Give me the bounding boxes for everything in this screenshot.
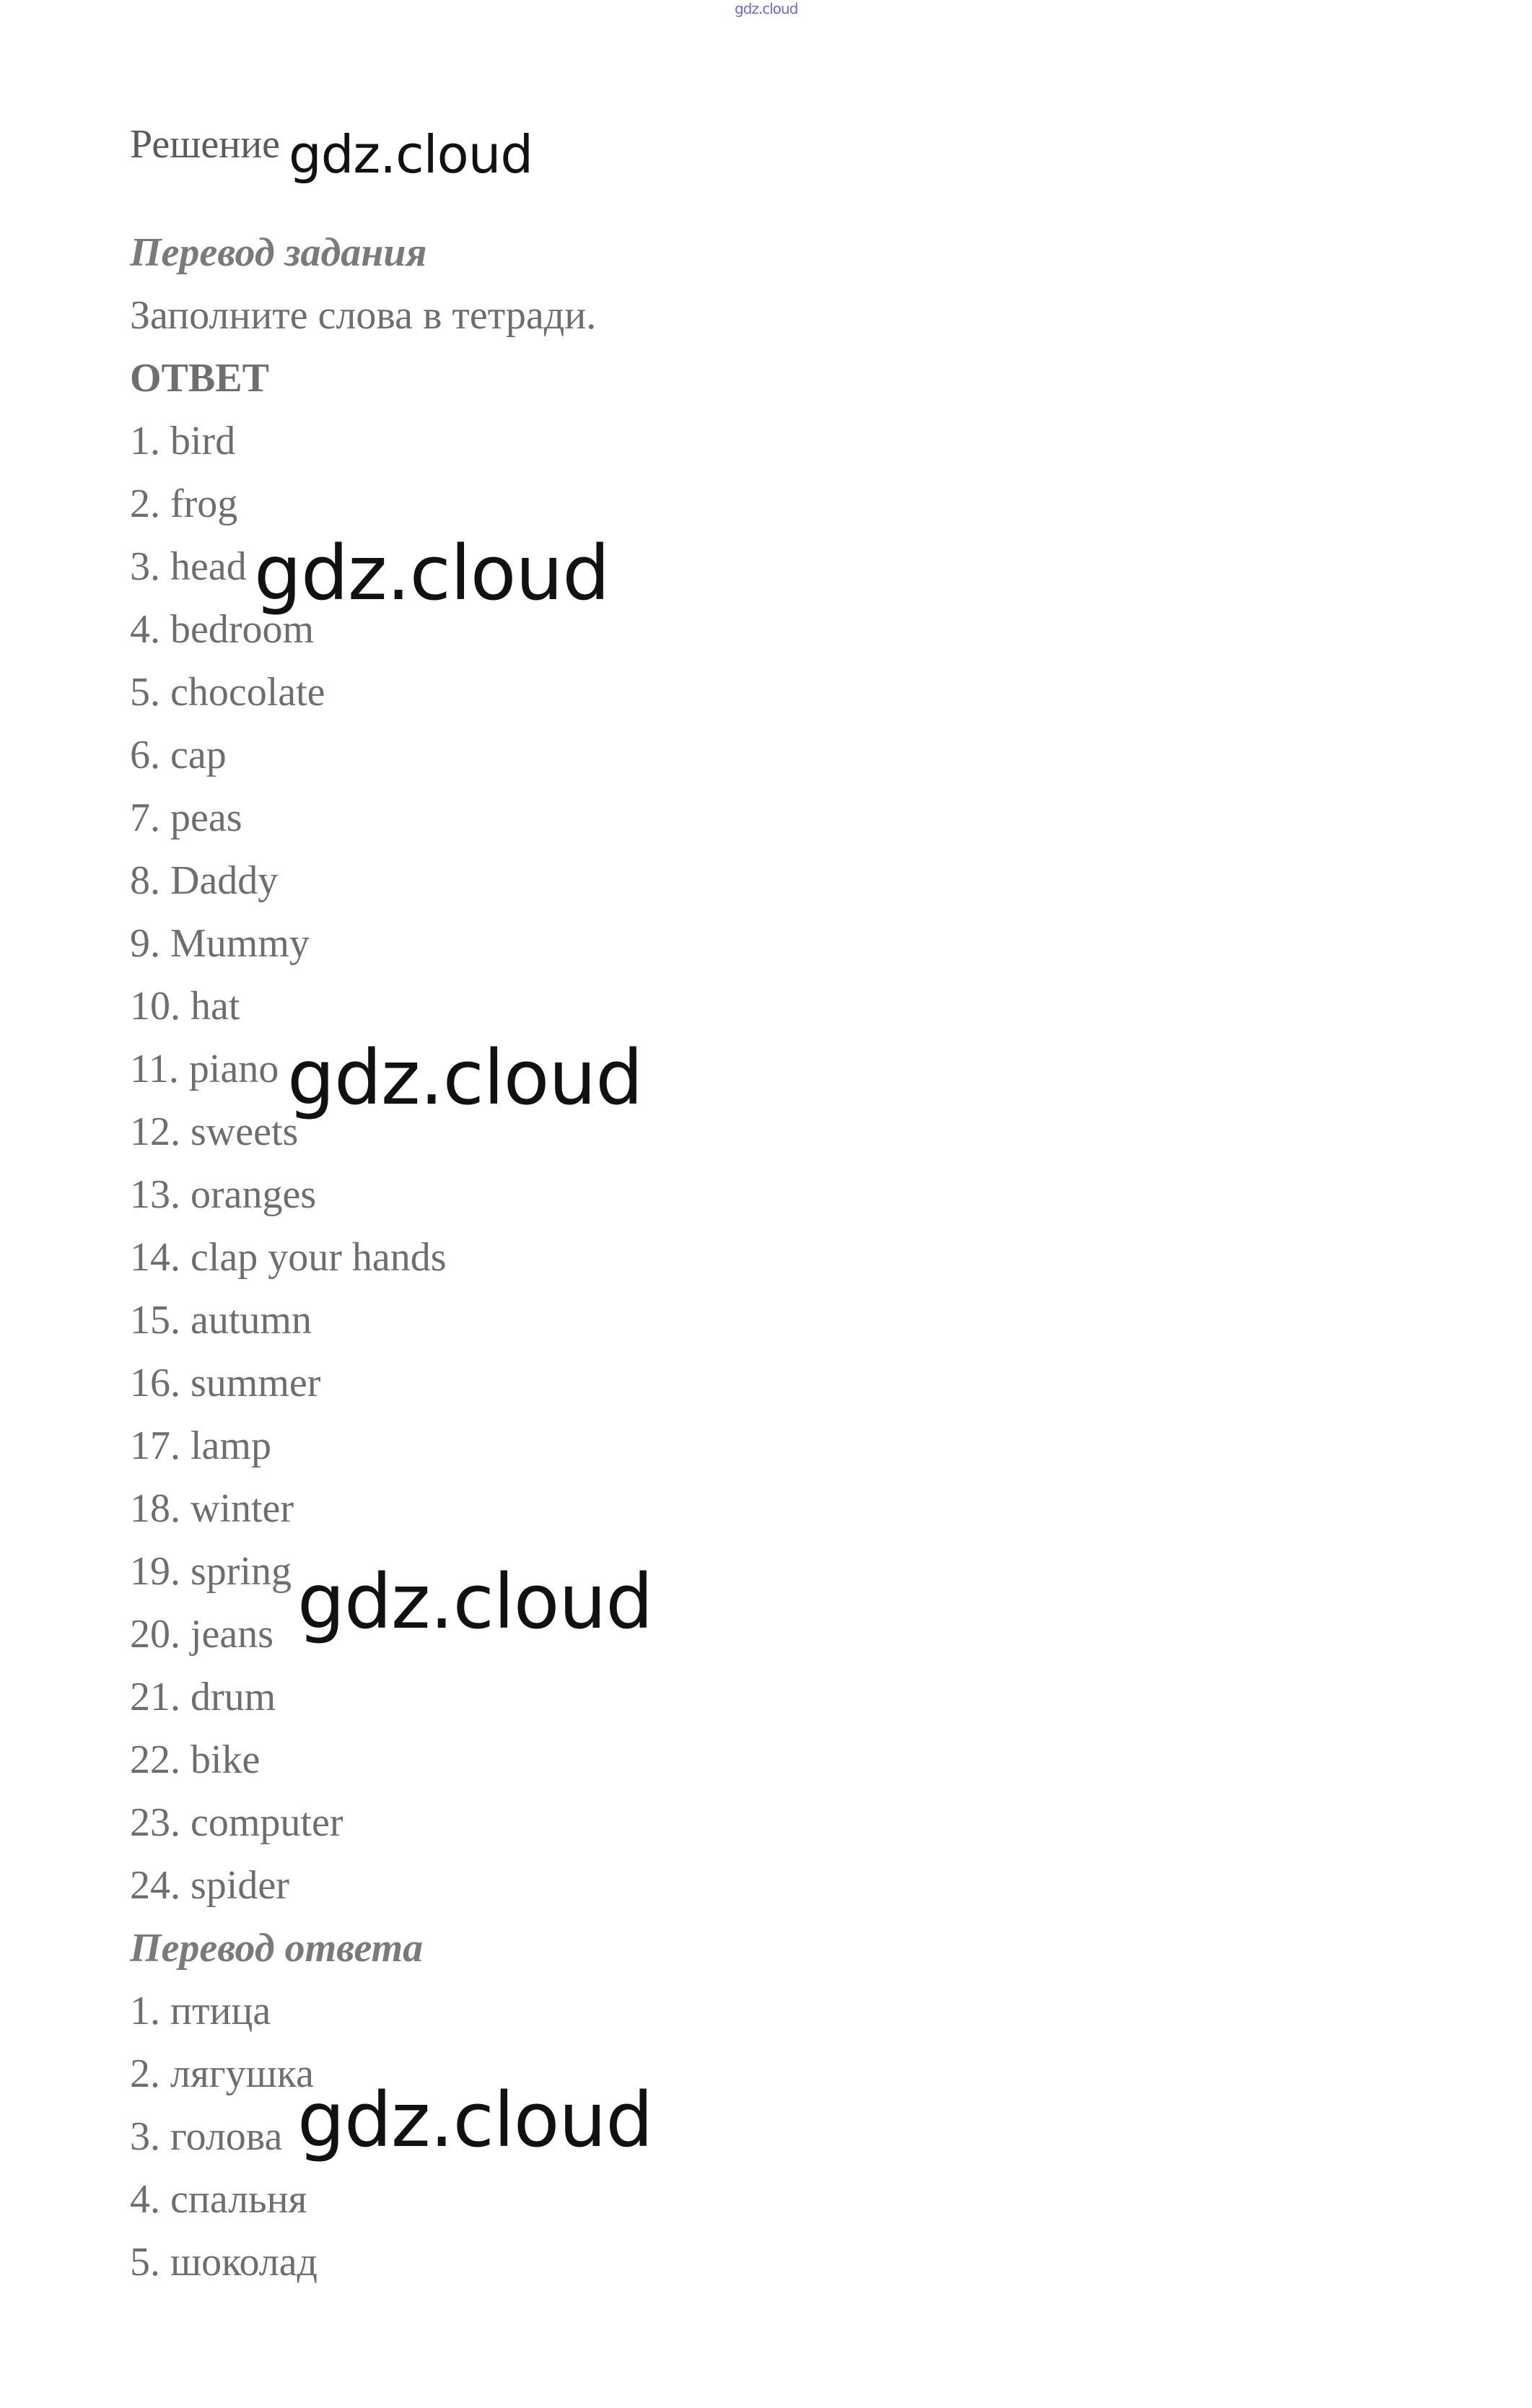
list-item: 1. птица — [130, 1989, 271, 2033]
list-item: 22. bike — [130, 1737, 261, 1782]
list-item: 8. Daddy — [130, 858, 279, 903]
list-item: 4. bedroom — [130, 607, 315, 652]
list-item: 17. lamp — [130, 1423, 271, 1468]
watermark: gdz.cloud — [297, 2076, 653, 2164]
list-item: 23. computer — [130, 1800, 343, 1845]
list-item: 13. oranges — [130, 1172, 317, 1217]
top-watermark: gdz.cloud — [735, 0, 798, 17]
list-item: 20. jeans — [130, 1612, 274, 1657]
list-item: 24. spider — [130, 1863, 289, 1908]
answer-translation-heading: Перевод ответа — [130, 1926, 424, 1971]
list-item: 12. sweets — [130, 1109, 299, 1154]
list-item: 19. spring — [130, 1549, 292, 1594]
list-item: 2. лягушка — [130, 2051, 315, 2096]
list-item: 4. спальня — [130, 2177, 307, 2222]
watermark: gdz.cloud — [289, 124, 533, 185]
list-item: 9. Mummy — [130, 921, 310, 966]
watermark: gdz.cloud — [287, 1034, 643, 1122]
watermark: gdz.cloud — [297, 1558, 653, 1646]
list-item: 15. autumn — [130, 1298, 312, 1343]
task-translation-text: Заполните слова в тетради. — [130, 293, 597, 338]
list-item: 16. summer — [130, 1361, 321, 1405]
list-item: 1. bird — [130, 419, 236, 463]
list-item: 5. chocolate — [130, 670, 325, 715]
list-item: 10. hat — [130, 984, 240, 1029]
answer-heading: ОТВЕТ — [130, 356, 269, 401]
list-item: 21. drum — [130, 1675, 276, 1719]
list-item: 3. head — [130, 544, 247, 589]
task-translation-heading: Перевод задания — [130, 230, 427, 275]
list-item: 6. cap — [130, 733, 227, 777]
list-item: 2. frog — [130, 481, 238, 526]
list-item: 3. голова — [130, 2114, 283, 2159]
list-item: 7. peas — [130, 795, 242, 840]
solution-label: Решение — [130, 122, 281, 167]
document-body — [130, 0, 1501, 2408]
list-item: 18. winter — [130, 1486, 294, 1531]
list-item: 11. piano — [130, 1047, 279, 1091]
list-item: 14. clap your hands — [130, 1235, 447, 1280]
watermark: gdz.cloud — [254, 529, 610, 617]
list-item: 5. шоколад — [130, 2240, 318, 2285]
